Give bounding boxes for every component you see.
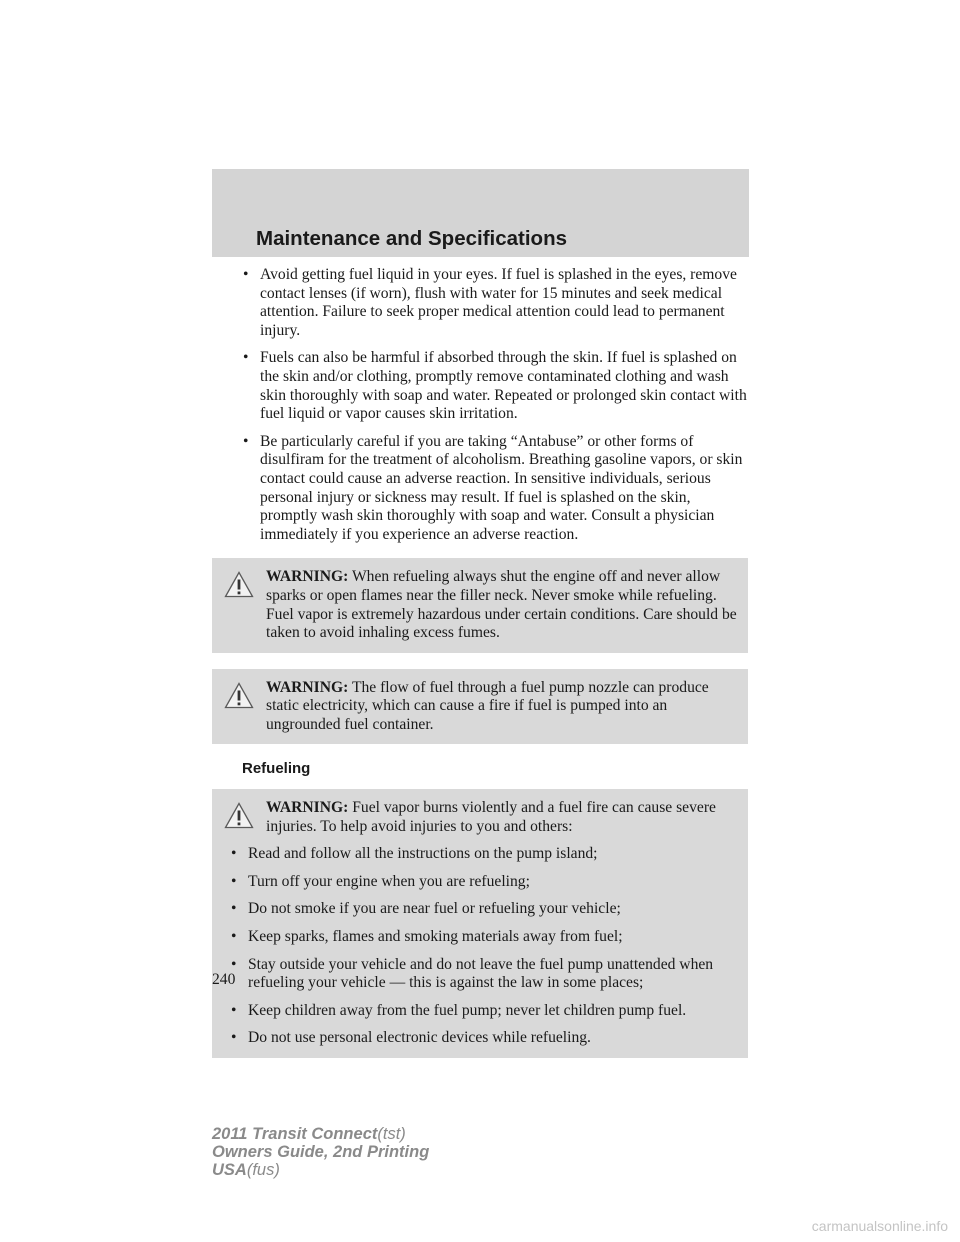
section-heading-refueling: Refueling — [242, 760, 311, 778]
warning-text: When refueling always shut the engine off and never allow sparks or open flames near the filler neck. Never smoke while refueling. Fuel vapor is extremely hazardous under certain conditions. Care should be taken to avoid inhaling excess fumes. — [266, 568, 737, 642]
warning-text: The flow of fuel through a fuel pump nozzle can produce static electricity, which can cause a fire if fuel is pumped into an ungrounded fuel container. — [266, 678, 709, 733]
section-title: Maintenance and Specifications — [256, 227, 567, 250]
list-item-text: Fuels can also be harmful if absorbed through the skin. If fuel is splashed on the skin and/or clothing, promptly remove contaminated clothing and wash skin thoroughly with soap and water. Repeated or prolonged skin contact with fuel liquid or vapor causes skin irritation. — [260, 349, 747, 423]
list-item-text: Read and follow all the instructions on the pump island; — [248, 845, 598, 863]
list-item-text: Keep sparks, flames and smoking materials away from fuel; — [248, 928, 623, 946]
warning-label: WARNING: — [266, 568, 349, 586]
list-item-text: Keep children away from the fuel pump; never let children pump fuel. — [248, 1001, 687, 1019]
bullet-glyph: • — [231, 1001, 237, 1019]
bullet-glyph: • — [231, 928, 237, 946]
list-item-text: Turn off your engine when you are refueling; — [248, 872, 530, 890]
bullet-glyph: • — [231, 1029, 237, 1047]
list-item — [243, 433, 748, 545]
footer-line-guide: Owners Guide, 2nd Printing — [212, 1143, 430, 1161]
list-item — [231, 928, 742, 947]
list-item-text: Be particularly careful if you are taking “Antabuse” or other forms of disulfiram for the treatment of alcoholism. Breathing gasoline vapors, or skin contact could cause an adverse reaction. In sensitive individuals, serious personal injury or sickness may result. If fuel is splashed on the skin, promptly wash skin thoroughly with soap and water. Consult a physician immediately if you experience an adverse reaction. — [260, 432, 743, 543]
warning-label: WARNING: — [266, 678, 349, 696]
list-item-text: Avoid getting fuel liquid in your eyes. If fuel is splashed in the eyes, remove contact lenses (if worn), flush with water for 15 minutes and seek medical attention. Failure to seek proper medical attention could lead to permanent injury. — [260, 266, 737, 339]
section-header-band — [212, 169, 749, 257]
warning-triangle-icon — [224, 802, 254, 829]
document-footer — [212, 1125, 429, 1179]
list-item — [243, 349, 748, 423]
list-item — [231, 1002, 742, 1021]
bullet-glyph: • — [231, 872, 237, 890]
bullet-glyph: • — [243, 266, 249, 283]
page-number: 240 — [212, 971, 236, 988]
list-item — [231, 956, 742, 993]
list-item — [231, 845, 742, 864]
page-content — [231, 266, 748, 1074]
footer-line-model: 2011 Transit Connect(tst) — [212, 1125, 406, 1143]
list-item — [231, 1029, 742, 1048]
footer-line-market: USA(fus) — [212, 1161, 280, 1179]
warning-triangle-icon — [224, 682, 254, 709]
warning-box-fuel-vapor — [212, 789, 748, 1058]
warning-label: WARNING: — [266, 799, 349, 817]
bullet-glyph: • — [231, 845, 237, 863]
warning-box-static-electricity — [212, 669, 748, 745]
list-item-text: Do not use personal electronic devices while refueling. — [248, 1029, 591, 1047]
list-item — [243, 266, 748, 340]
list-item-text: Stay outside your vehicle and do not leave the fuel pump unattended when refueling your vehicle — this is against the law in some places; — [248, 955, 714, 992]
list-item — [231, 873, 742, 892]
bullet-glyph: • — [243, 432, 249, 450]
bullet-glyph: • — [231, 900, 237, 918]
warning-text: Fuel vapor burns violently and a fuel fire can cause severe injuries. To help avoid injuries to you and others: — [266, 799, 716, 835]
warning-triangle-icon — [224, 571, 254, 598]
list-item — [231, 900, 742, 919]
site-watermark: carmanualsonline.info — [811, 1218, 948, 1234]
bullet-glyph: • — [231, 955, 237, 973]
bullet-glyph: • — [243, 349, 249, 367]
list-item-text: Do not smoke if you are near fuel or refueling your vehicle; — [248, 900, 621, 918]
warning-box-refueling-engine-off — [212, 558, 748, 652]
